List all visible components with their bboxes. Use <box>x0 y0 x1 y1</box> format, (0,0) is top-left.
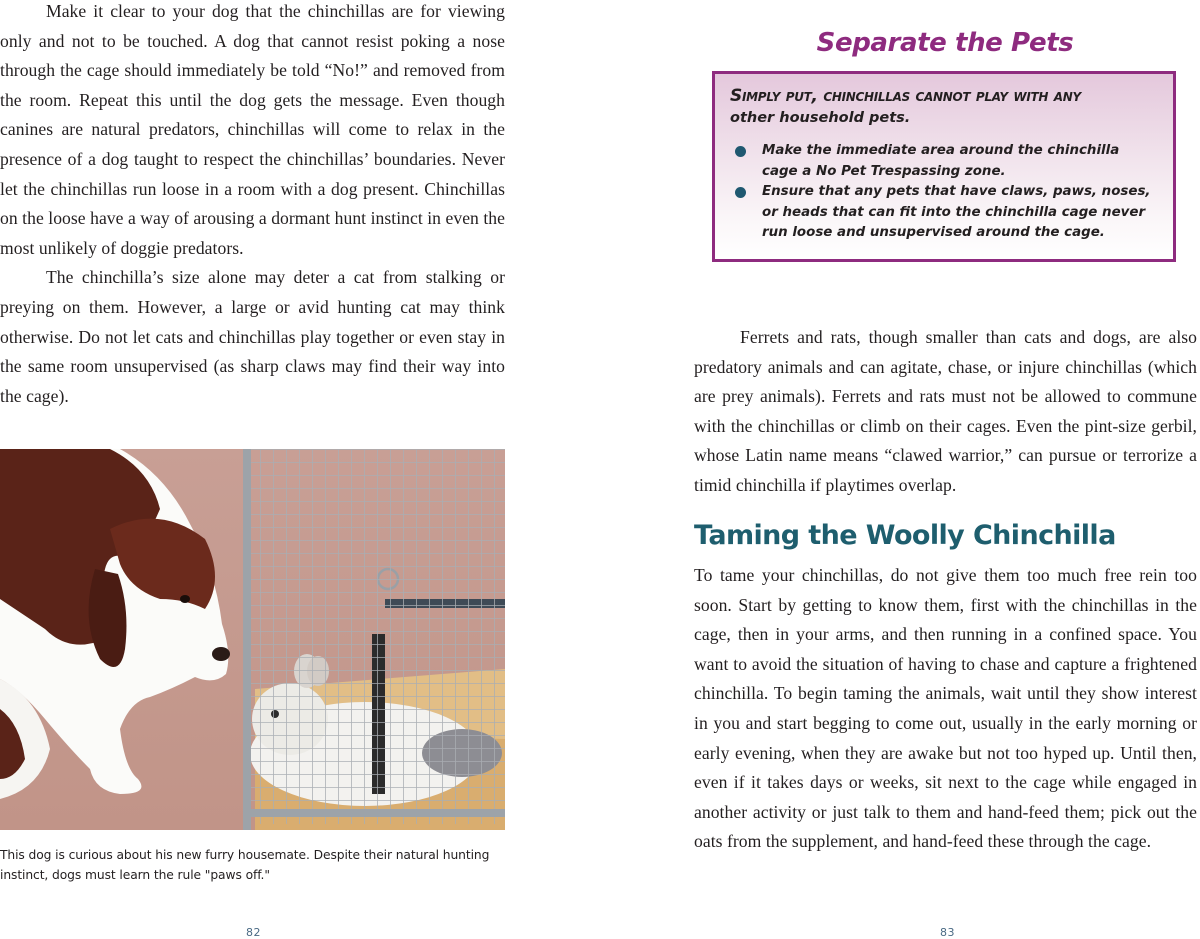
sidebar-title: Separate the Pets <box>816 28 1074 58</box>
page-number: 82 <box>246 926 261 939</box>
sidebar-box <box>712 71 1176 262</box>
right-page <box>600 0 1200 939</box>
bullet-dot-icon <box>735 187 746 198</box>
paragraph: Make it clear to your dog that the chinchillas are for viewing only and not to be touched. A dog that cannot resist poking a nose through the cage should immediately be told “No!” and removed from the room. Repeat this until the dog gets the message. Even though canines are natural predators, chinchillas will come to relax in the presence of a dog taught to respect the chinchillas’ boundaries. Never let the chinchillas run loose in a room with a dog present. Chinchillas on the loose have a way of arousing a dormant hunt instinct in even the most unlikely of doggie predators. <box>0 1 505 258</box>
sidebar-lead-caps: Simply put, chinchillas cannot play with any <box>730 86 1081 106</box>
section-heading: Taming the Woolly Chinchilla <box>694 520 1116 551</box>
section-body-text <box>694 561 1197 857</box>
right-body-text <box>694 323 1197 501</box>
list-item <box>730 182 1159 244</box>
left-body-text <box>0 0 505 411</box>
sidebar-lead <box>730 86 1159 129</box>
sidebar-bullet-list <box>730 141 1159 244</box>
page-number: 83 <box>940 926 955 939</box>
list-item-text: Make the immediate area around the chinchilla cage a No Pet Trespassing zone. <box>762 143 1120 179</box>
sidebar-lead-rest: other household pets. <box>730 110 911 126</box>
paragraph: Ferrets and rats, though smaller than cats and dogs, are also predatory animals and can agitate, chase, or injure chinchillas (which are prey animals). Ferrets and rats must not be allowed to commune with the chinchillas or climb on their cages. Even the pint-size gerbil, whose Latin name means “clawed warrior,” can pursue or terrorize a timid chinchilla if playtimes overlap. <box>694 327 1197 495</box>
list-item-text: Ensure that any pets that have claws, paws, noses, or heads that can fit into the chinchilla cage never run loose and unsupervised around the cage. <box>762 184 1151 240</box>
cage <box>243 449 505 824</box>
paragraph: The chinchilla’s size alone may deter a cat from stalking or preying on them. However, a large or avid hunting cat may think otherwise. Do not let cats and chinchillas play together or even stay in the same room unsupervised (as sharp claws may find their way into the cage). <box>0 267 505 406</box>
list-item <box>730 141 1159 182</box>
photo-caption: This dog is curious about his new furry housemate. Despite their natural hunting instinct, dogs must learn the rule "paws off." <box>0 848 490 882</box>
dog-and-chinchilla-photo <box>0 449 505 830</box>
paragraph: To tame your chinchillas, do not give them too much free rein too soon. Start by getting to know them, first with the chinchillas in the cage, then in your arms, and then running in a confined space. You want to avoid the situation of having to chase and capture a frightened chinchilla. To begin taming the animals, wait until they show interest in you and start begging to come out, usually in the early morning or early evening, when they are awake but not too hyped up. Until then, even if it takes days or weeks, sit next to the cage while engaged in another activity or just talk to them and hand-feed them; pick out the oats from the supplement, and hand-feed these through the cage. <box>694 565 1197 852</box>
bullet-dot-icon <box>735 146 746 157</box>
